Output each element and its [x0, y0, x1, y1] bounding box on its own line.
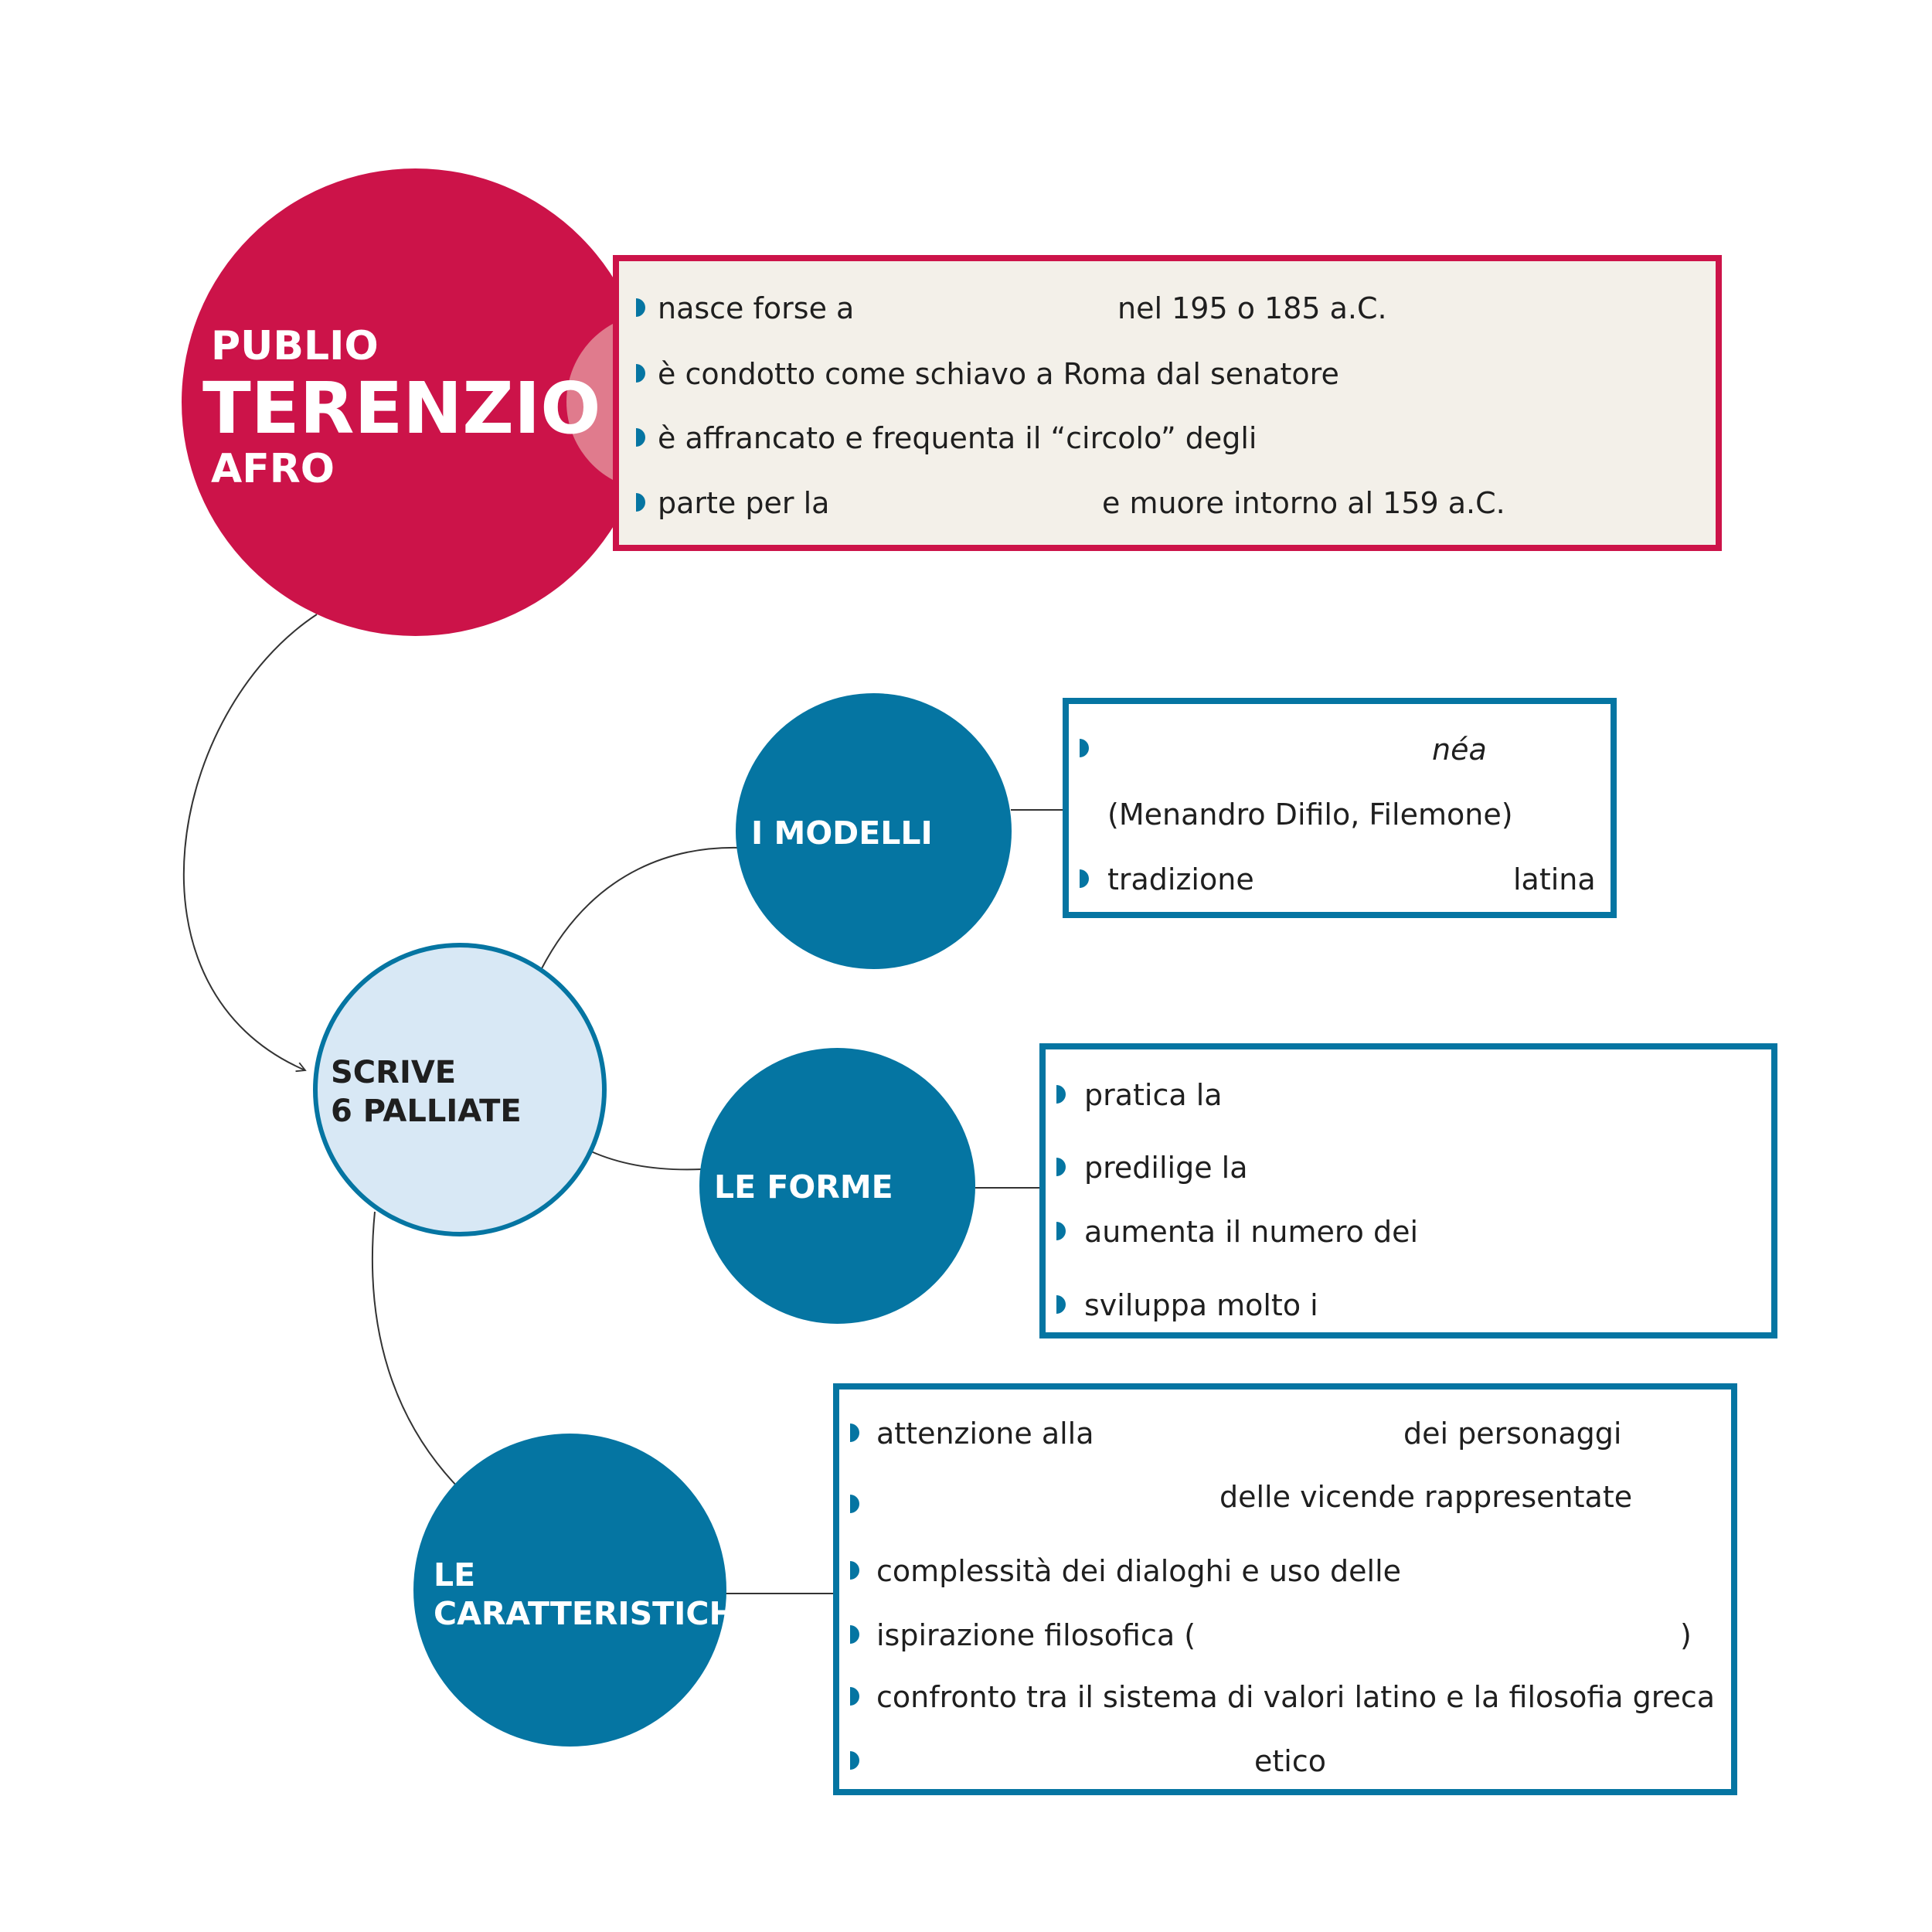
caratteristiche-line-1: LE	[434, 1556, 476, 1594]
author-first-name: PUBLIO	[211, 323, 379, 369]
forme-label: LE FORME	[714, 1168, 893, 1206]
caratteristiche-item-4b: )	[1680, 1618, 1692, 1652]
bullet-icon	[1056, 1222, 1066, 1240]
bio-line-1b: nel 195 o 185 a.C.	[1117, 291, 1387, 325]
author-bio-box	[613, 255, 1722, 551]
caratteristiche-line-2: CARATTERISTICHE	[434, 1595, 757, 1632]
modelli-item-1-sub: (Menandro Difilo, Filemone)	[1107, 798, 1513, 832]
bio-line-4b: e muore intorno al 159 a.C.	[1102, 486, 1505, 520]
caratteristiche-item-1a: attenzione alla	[876, 1417, 1094, 1451]
caratteristiche-box	[833, 1383, 1737, 1795]
bullet-icon	[636, 298, 645, 317]
bullet-icon	[1056, 1158, 1066, 1176]
bullet-icon	[636, 364, 645, 383]
bullet-icon	[1056, 1085, 1066, 1104]
modelli-item-1-word: néa	[1432, 733, 1487, 767]
author-surname: TERENZIO	[202, 367, 601, 450]
bullet-icon	[1080, 869, 1089, 888]
forme-item-2: predilige la	[1084, 1151, 1248, 1185]
bio-line-1a: nasce forse a	[658, 291, 855, 325]
modelli-label: I MODELLI	[751, 815, 933, 852]
bullet-icon	[850, 1751, 859, 1770]
modelli-item-2b: latina	[1513, 862, 1596, 896]
bullet-icon	[1056, 1295, 1066, 1314]
bullet-icon	[850, 1423, 859, 1442]
modelli-item-2a: tradizione	[1107, 862, 1254, 896]
link-works-to-modelli	[541, 848, 740, 970]
forme-item-3: aumenta il numero dei	[1084, 1215, 1419, 1249]
arrow-author-to-works	[184, 614, 317, 1070]
bullet-icon	[850, 1687, 859, 1706]
bullet-icon	[1080, 739, 1089, 757]
bullet-icon	[850, 1495, 859, 1513]
caratteristiche-item-1b: dei personaggi	[1403, 1417, 1622, 1451]
caratteristiche-item-2b: delle vicende rappresentate	[1219, 1480, 1633, 1514]
caratteristiche-item-6b: etico	[1254, 1744, 1326, 1778]
bullet-icon	[636, 428, 645, 447]
link-works-to-caratteristiche	[372, 1212, 460, 1489]
modelli-box	[1063, 698, 1617, 918]
bio-line-2: è condotto come schiavo a Roma dal senatore	[658, 357, 1339, 391]
works-line-1: SCRIVE	[331, 1055, 457, 1090]
bullet-icon	[850, 1625, 859, 1644]
caratteristiche-item-5: confronto tra il sistema di valori latino e la filosofia greca	[876, 1680, 1716, 1714]
bio-line-4a: parte per la	[658, 486, 830, 520]
author-cognomen: AFRO	[211, 446, 335, 492]
forme-box	[1039, 1043, 1777, 1338]
caratteristiche-item-4a: ispirazione filosofica (	[876, 1618, 1196, 1652]
link-works-to-forme	[591, 1151, 702, 1169]
works-line-2: 6 PALLIATE	[331, 1094, 522, 1129]
bullet-icon	[850, 1561, 859, 1580]
forme-item-4: sviluppa molto i	[1084, 1288, 1318, 1322]
bullet-icon	[636, 493, 645, 512]
caratteristiche-item-3: complessità dei dialoghi e uso delle	[876, 1554, 1402, 1588]
bio-line-3: è affrancato e frequenta il “circolo” degli	[658, 421, 1257, 455]
forme-item-1: pratica la	[1084, 1078, 1223, 1112]
